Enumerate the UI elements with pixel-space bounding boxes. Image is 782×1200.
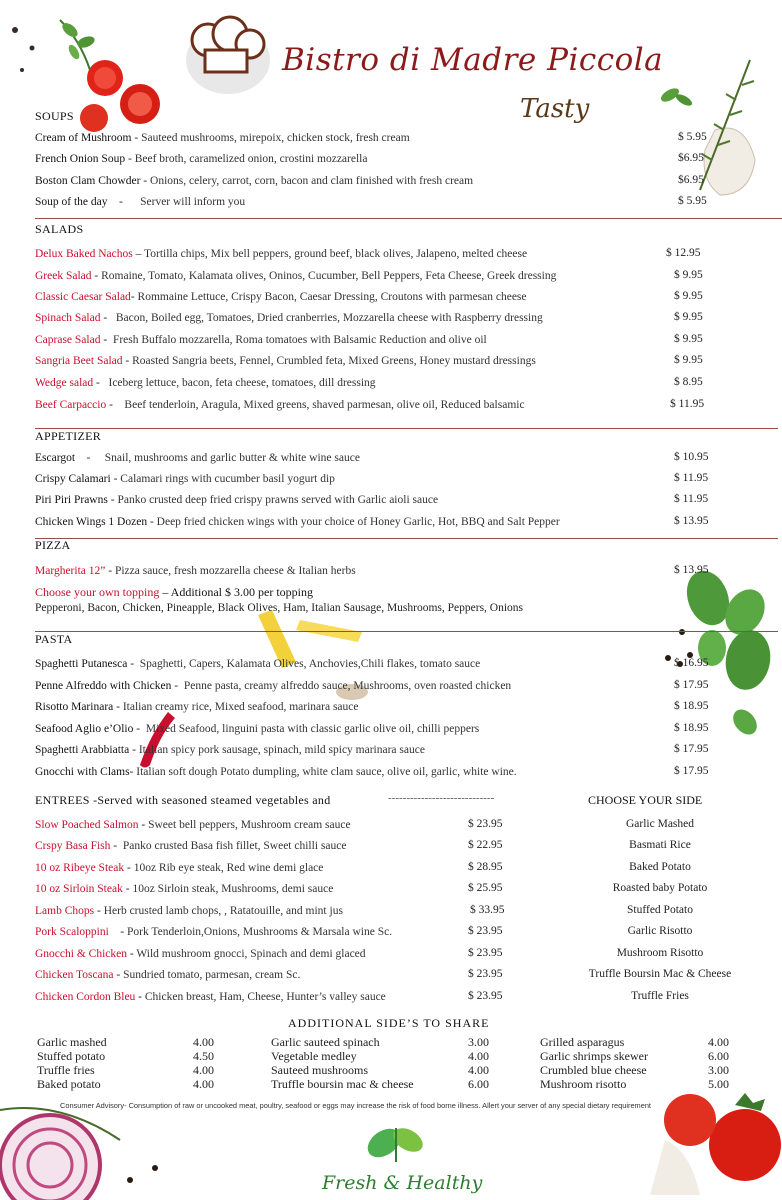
side-option: Truffle Boursin Mac & Cheese <box>588 968 732 980</box>
menu-item: Margherita 12” - Pizza sauce, fresh mozzarella cheese & Italian herbs <box>35 565 356 577</box>
additional-sides-heading: ADDITIONAL SIDE’S TO SHARE <box>288 1016 490 1030</box>
side-name: Vegetable medley <box>271 1049 357 1063</box>
side-name: Mushroom risotto <box>540 1077 627 1091</box>
menu-item: Spaghetti Arabbiatta - Italian spicy pork sausage, spinach, mild spicy marinara sauce <box>35 744 425 756</box>
menu-item: Crspy Basa Fish - Panko crusted Basa fish fillet, Sweet chilli sauce <box>35 840 347 852</box>
item-price: $ 8.95 <box>674 376 703 388</box>
item-price: $ 9.95 <box>674 311 703 323</box>
restaurant-title: Bistro di Madre Piccola <box>282 42 664 78</box>
side-option: Stuffed Potato <box>627 904 693 916</box>
section-heading-pasta: PASTA <box>35 632 73 646</box>
menu-item: Spinach Salad - Bacon, Boiled egg, Tomatoes, Dried cranberries, Mozzarella cheese with Raspberry dressing <box>35 312 543 324</box>
menu-item: Crispy Calamari - Calamari rings with cucumber basil yogurt dip <box>35 473 335 485</box>
menu-item: Risotto Marinara - Italian creamy rice, Mixed seafood, marinara sauce <box>35 701 359 713</box>
item-price: $6.95 <box>678 152 704 164</box>
item-price: $ 9.95 <box>674 269 703 281</box>
side-name: Baked potato <box>37 1077 101 1091</box>
menu-item: Lamb Chops - Herb crusted lamb chops, , Ratatouille, and mint jus <box>35 905 343 917</box>
menu-item: Spaghetti Putanesca - Spaghetti, Capers, Kalamata Olives, Anchovies,Chili flakes, tomato sauce <box>35 658 481 670</box>
menu-item: Gnocchi & Chicken - Wild mushroom gnocci, Spinach and demi glaced <box>35 948 366 960</box>
menu-item: Cream of Mushroom - Sauteed mushrooms, mirepoix, chicken stock, fresh cream <box>35 132 410 144</box>
menu-item: Chicken Toscana - Sundried tomato, parmesan, cream Sc. <box>35 969 301 981</box>
section-heading-pizza: PIZZA <box>35 538 71 552</box>
item-price: $ 16.95 <box>674 657 709 669</box>
section-heading-salads: SALADS <box>35 222 84 236</box>
side-price: 4.00 <box>468 1063 489 1077</box>
item-price: $ 11.95 <box>674 472 709 484</box>
item-price: $ 10.95 <box>674 451 709 463</box>
side-name: Stuffed potato <box>37 1049 106 1063</box>
topping-note: Choose your own topping – Additional $ 3.00 per topping <box>35 585 313 599</box>
item-price: $ 18.95 <box>674 700 709 712</box>
menu-item: Caprase Salad - Fresh Buffalo mozzarella, Roma tomatoes with Balsamic Reduction and olive oil <box>35 334 487 346</box>
side-option: Basmati Rice <box>629 839 691 851</box>
item-price: $ 23.95 <box>468 968 503 980</box>
menu-item: Beef Carpaccio - Beef tenderloin, Aragula, Mixed greens, shaved parmesan, olive oil, Reduced balsamic <box>35 399 525 411</box>
menu-item: French Onion Soup - Beef broth, caramelized onion, crostini mozzarella <box>35 153 368 165</box>
menu-item: Piri Piri Prawns - Panko crusted deep fried crispy prawns served with Garlic aioli sauce <box>35 494 439 506</box>
side-price: 3.00 <box>468 1035 489 1049</box>
divider <box>35 631 778 632</box>
side-price: 4.00 <box>708 1035 729 1049</box>
item-price: $ 18.95 <box>674 722 709 734</box>
side-option: Mushroom Risotto <box>616 947 704 959</box>
item-price: $ 13.95 <box>674 564 709 576</box>
tagline: Tasty <box>520 94 590 124</box>
side-price: 3.00 <box>708 1063 729 1077</box>
item-price: $ 9.95 <box>674 354 703 366</box>
side-option: Truffle Fries <box>631 990 689 1002</box>
menu-item: Soup of the day - Server will inform you <box>35 196 246 208</box>
item-price: $ 11.95 <box>670 398 705 410</box>
side-name: Sauteed mushrooms <box>271 1063 368 1077</box>
fresh-healthy-brand: Fresh & Healthy <box>322 1172 483 1194</box>
section-heading-appetizer: APPETIZER <box>35 429 102 443</box>
menu-item: Greek Salad - Romaine, Tomato, Kalamata olives, Oninos, Cucumber, Bell Peppers, Feta Cheese, Greek dressing <box>35 270 557 282</box>
side-name: Crumbled blue cheese <box>540 1063 647 1077</box>
menu-item: Escargot - Snail, mushrooms and garlic butter & white wine sauce <box>35 452 360 464</box>
item-price: $ 17.95 <box>674 743 709 755</box>
item-price: $ 5.95 <box>678 131 707 143</box>
menu-item: Delux Baked Nachos – Tortilla chips, Mix bell peppers, ground beef, black olives, Jalapeno, melted cheese <box>35 248 528 260</box>
side-name: Garlic sauteed spinach <box>271 1035 380 1049</box>
item-price: $ 17.95 <box>674 765 709 777</box>
side-name: Garlic mashed <box>37 1035 107 1049</box>
menu-item: Sangria Beet Salad - Roasted Sangria beets, Fennel, Crumbled feta, Mixed Greens, Honey mustard dressings <box>35 355 536 367</box>
side-price: 5.00 <box>708 1077 729 1091</box>
side-option: Baked Potato <box>629 861 691 873</box>
side-option: Garlic Mashed <box>625 818 695 830</box>
menu-item: 10 oz Ribeye Steak - 10oz Rib eye steak, Red wine demi glace <box>35 862 324 874</box>
side-name: Garlic shrimps skewer <box>540 1049 648 1063</box>
divider <box>35 428 778 429</box>
item-price: $ 25.95 <box>468 882 503 894</box>
menu-item: Chicken Cordon Bleu - Chicken breast, Ham, Cheese, Hunter’s valley sauce <box>35 991 386 1003</box>
topping-list: Pepperoni, Bacon, Chicken, Pineapple, Black Olives, Ham, Italian Sausage, Mushrooms, Peppers, Onions <box>35 602 524 614</box>
side-price: 4.50 <box>193 1049 214 1063</box>
consumer-advisory: Consumer Advisory- Consumption of raw or uncooked meat, poultry, seafood or eggs may increase the risk of food borne illness. Allert your server of any special dietary requirement <box>60 1101 651 1110</box>
item-price: $ 33.95 <box>470 904 505 916</box>
item-price: $ 12.95 <box>666 247 701 259</box>
tomato-icon <box>709 1109 781 1181</box>
side-option: Roasted baby Potato <box>612 882 708 894</box>
item-price: $ 23.95 <box>468 947 503 959</box>
chili-pepper-icon <box>140 712 175 768</box>
item-price: $ 17.95 <box>674 679 709 691</box>
item-price: $ 9.95 <box>674 290 703 302</box>
section-heading-entrees: ENTREES -Served with seasoned steamed vegetables and <box>35 793 331 807</box>
menu-item: Slow Poached Salmon - Sweet bell peppers, Mushroom cream sauce <box>35 819 351 831</box>
menu-item: Penne Alfreddo with Chicken - Penne pasta, creamy alfreddo sauce, Mushrooms, oven roasted chicken <box>35 680 512 692</box>
side-price: 4.00 <box>468 1049 489 1063</box>
item-price: $ 23.95 <box>468 990 503 1002</box>
item-price: $ 11.95 <box>674 493 709 505</box>
item-price: $ 22.95 <box>468 839 503 851</box>
side-option: Garlic Risotto <box>627 925 693 937</box>
item-price: $ 5.95 <box>678 195 707 207</box>
item-price: $ 28.95 <box>468 861 503 873</box>
item-price: $6.95 <box>678 174 704 186</box>
divider <box>35 538 778 539</box>
menu-item: Pork Scaloppini - Pork Tenderloin,Onions, Mushrooms & Marsala wine Sc. <box>35 926 393 938</box>
menu-item: Classic Caesar Salad- Rommaine Lettuce, Crispy Bacon, Caesar Dressing, Croutons with parmesan cheese <box>35 291 527 303</box>
side-name: Grilled asparagus <box>540 1035 625 1049</box>
side-name: Truffle boursin mac & cheese <box>271 1077 414 1091</box>
divider <box>35 218 782 219</box>
side-price: 6.00 <box>468 1077 489 1091</box>
side-price: 4.00 <box>193 1035 214 1049</box>
menu-item: Gnocchi with Clams- Italian soft dough Potato dumpling, white clam sauce, olive oil, garlic, white wine. <box>35 766 517 778</box>
side-name: Truffle fries <box>37 1063 95 1077</box>
menu-item: 10 oz Sirloin Steak - 10oz Sirloin steak, Mushrooms, demi sauce <box>35 883 334 895</box>
side-price: 6.00 <box>708 1049 729 1063</box>
leaf-logo-icon <box>362 1123 426 1163</box>
item-price: $ 9.95 <box>674 333 703 345</box>
menu-item: Chicken Wings 1 Dozen - Deep fried chicken wings with your choice of Honey Garlic, Hot, BBQ and Salt Pepper <box>35 516 560 528</box>
item-price: $ 23.95 <box>468 818 503 830</box>
tomato-slice-icon <box>80 104 108 132</box>
menu-item: Seafood Aglio e’Olio - Mixed Seafood, linguini pasta with classic garlic olive oil, chilli peppers <box>35 723 480 735</box>
side-price: 4.00 <box>193 1077 214 1091</box>
side-heading: CHOOSE YOUR SIDE <box>588 793 703 807</box>
item-price: $ 13.95 <box>674 515 709 527</box>
dashed-separator: ----------------------------- <box>388 792 495 804</box>
side-price: 4.00 <box>193 1063 214 1077</box>
menu-item: Boston Clam Chowder - Onions, celery, carrot, corn, bacon and clam finished with fresh cream <box>35 175 474 187</box>
item-price: $ 23.95 <box>468 925 503 937</box>
section-heading-soups: SOUPS <box>35 109 74 123</box>
menu-item: Wedge salad - Iceberg lettuce, bacon, feta cheese, tomatoes, dill dressing <box>35 377 376 389</box>
